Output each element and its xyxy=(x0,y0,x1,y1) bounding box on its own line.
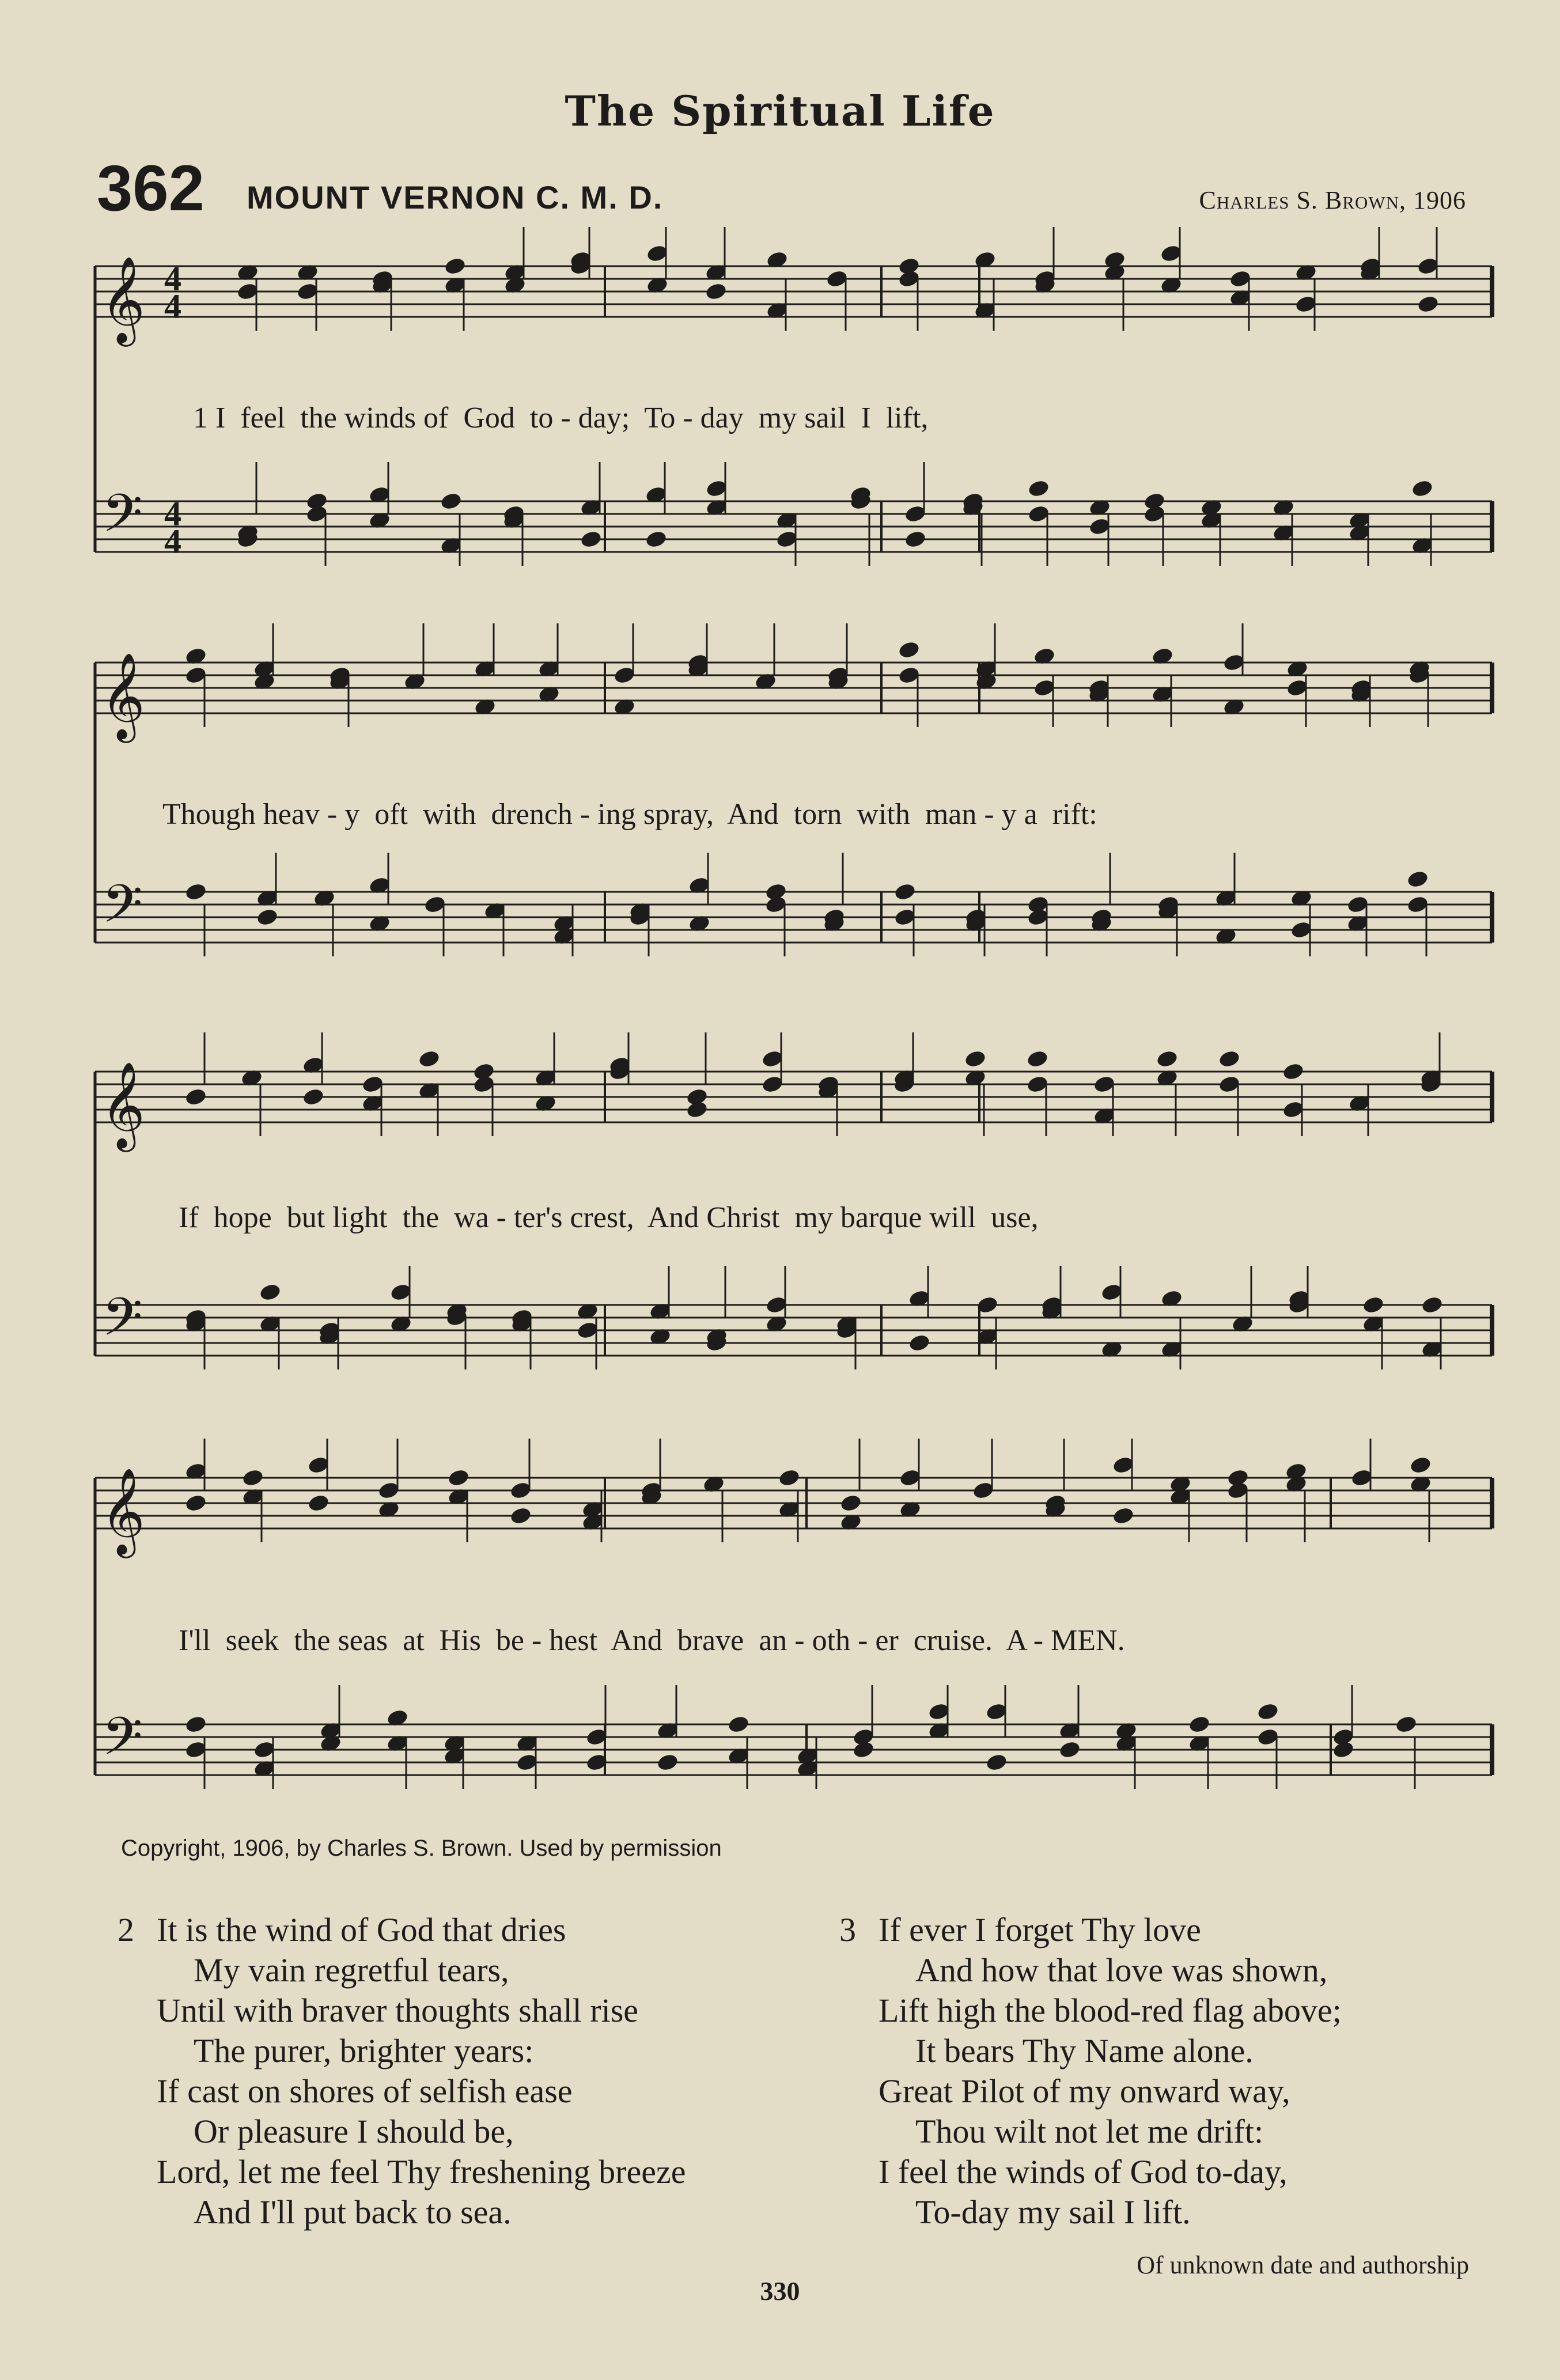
note-head xyxy=(1058,1740,1081,1760)
verse-line: Until with braver thoughts shall rise xyxy=(157,1992,639,2029)
verse-line: I feel the winds of God to-day, xyxy=(879,2153,1288,2190)
note-head xyxy=(184,1493,207,1513)
verse-line: Or pleasure I should be, xyxy=(194,2113,514,2150)
bass-clef-icon: 𝄢 xyxy=(102,873,143,947)
bass-clef-icon: 𝄢 xyxy=(102,1706,143,1780)
note-head xyxy=(645,529,668,549)
note-head xyxy=(908,1333,931,1353)
note-head xyxy=(985,1753,1008,1772)
verse-line: Thou wilt not let me drift: xyxy=(915,2113,1264,2150)
note-head xyxy=(705,282,728,301)
note-head xyxy=(1112,1506,1135,1526)
note-head xyxy=(440,491,463,511)
composer-attribution: Charles S. Brown, 1906 xyxy=(1199,186,1466,214)
treble-clef-icon: 𝄞 xyxy=(101,652,145,739)
note-head xyxy=(472,1062,495,1081)
note-head xyxy=(256,907,279,927)
note-head xyxy=(444,256,467,276)
verse-number: 3 xyxy=(839,1911,856,1948)
tune-name: MOUNT VERNON C. M. D. xyxy=(247,179,664,215)
note-head xyxy=(1027,479,1050,498)
note-head xyxy=(302,1087,325,1107)
verse-line: And how that love was shown, xyxy=(915,1951,1328,1989)
treble-clef-icon: 𝄞 xyxy=(101,255,145,343)
lyric-line-1: 1 I feel the winds of God to - day; To - day my sail I lift, xyxy=(193,402,929,434)
verse-line: My vain regretful tears, xyxy=(194,1951,509,1989)
verse-line: If cast on shores of selfish ease xyxy=(157,2072,573,2110)
verse-line: It is the wind of God that dries xyxy=(157,1911,566,1948)
note-head xyxy=(259,1282,282,1302)
note-head xyxy=(727,1715,750,1734)
treble-clef-icon: 𝄞 xyxy=(101,1061,145,1148)
note-head xyxy=(1332,1740,1355,1760)
note-head xyxy=(184,1715,207,1734)
verse-line: And I'll put back to sea. xyxy=(194,2193,512,2231)
time-signature-top: 4 xyxy=(164,260,181,298)
verse-line: If ever I forget Thy love xyxy=(879,1911,1201,1948)
time-signature-top: 4 xyxy=(164,495,181,533)
bass-clef-icon: 𝄢 xyxy=(102,483,143,557)
note-head xyxy=(778,1468,801,1488)
lyric-line-3: If hope but light the wa - ter's crest, And Christ my barque will use, xyxy=(179,1201,1039,1234)
note-head xyxy=(656,1753,679,1772)
note-head xyxy=(1282,1062,1305,1081)
verse-line: Great Pilot of my onward way, xyxy=(879,2072,1290,2110)
note-head xyxy=(893,882,917,902)
note-head xyxy=(1156,1049,1179,1069)
note-head xyxy=(1218,1049,1241,1069)
note-head xyxy=(241,1468,264,1488)
note-head xyxy=(1188,1715,1211,1734)
verse-line: Lift high the blood-red flag above; xyxy=(879,1992,1342,2029)
hymn-number: 362 xyxy=(97,152,205,224)
note-head xyxy=(1417,294,1440,314)
note-head xyxy=(1143,491,1166,511)
note-head xyxy=(904,529,927,549)
time-signature-bottom: 4 xyxy=(164,523,181,561)
note-head xyxy=(305,491,328,511)
verse-line: It bears Thy Name alone. xyxy=(915,2032,1254,2069)
verse-number: 2 xyxy=(118,1911,134,1948)
note-head xyxy=(447,1468,470,1488)
note-head xyxy=(580,529,603,549)
note-head xyxy=(1026,1049,1049,1069)
text-attribution: Of unknown date and authorship xyxy=(1137,2251,1469,2279)
note-head xyxy=(898,640,921,660)
treble-clef-icon: 𝄞 xyxy=(101,1467,145,1554)
verse-3 xyxy=(839,1910,1342,2233)
verse-line: The purer, brighter years: xyxy=(194,2032,534,2069)
lyric-line-2: Though heav - y oft with drench - ing spray, And torn with man - y a rift: xyxy=(162,798,1097,831)
note-head xyxy=(184,1087,207,1107)
note-head xyxy=(1411,479,1434,498)
note-head xyxy=(509,1506,532,1526)
note-head xyxy=(1256,1702,1279,1721)
note-head xyxy=(1362,1295,1385,1315)
note-head xyxy=(1406,869,1429,889)
note-head xyxy=(839,1493,862,1513)
verse-2 xyxy=(118,1910,686,2233)
note-head xyxy=(964,1049,987,1069)
verse-line: Lord, let me feel Thy freshening breeze xyxy=(157,2153,686,2190)
note-head xyxy=(1409,1455,1432,1475)
note-head xyxy=(686,1100,709,1119)
note-head xyxy=(307,1493,330,1513)
verse-line: To-day my sail I lift. xyxy=(915,2193,1191,2231)
page-number: 330 xyxy=(760,2276,800,2306)
bass-clef-icon: 𝄢 xyxy=(102,1287,143,1360)
time-signature-bottom: 4 xyxy=(164,287,181,326)
note-head xyxy=(418,1049,441,1069)
copyright-notice: Copyright, 1906, by Charles S. Brown. Used by permission xyxy=(121,1836,722,1861)
note-head xyxy=(184,882,207,902)
note-head xyxy=(1395,1715,1418,1734)
lyric-line-4: I'll seek the seas at His be - hest And brave an - oth - er cruise. A - MEN. xyxy=(179,1624,1125,1657)
section-title: The Spiritual Life xyxy=(565,86,995,135)
note-head xyxy=(1421,1295,1444,1315)
